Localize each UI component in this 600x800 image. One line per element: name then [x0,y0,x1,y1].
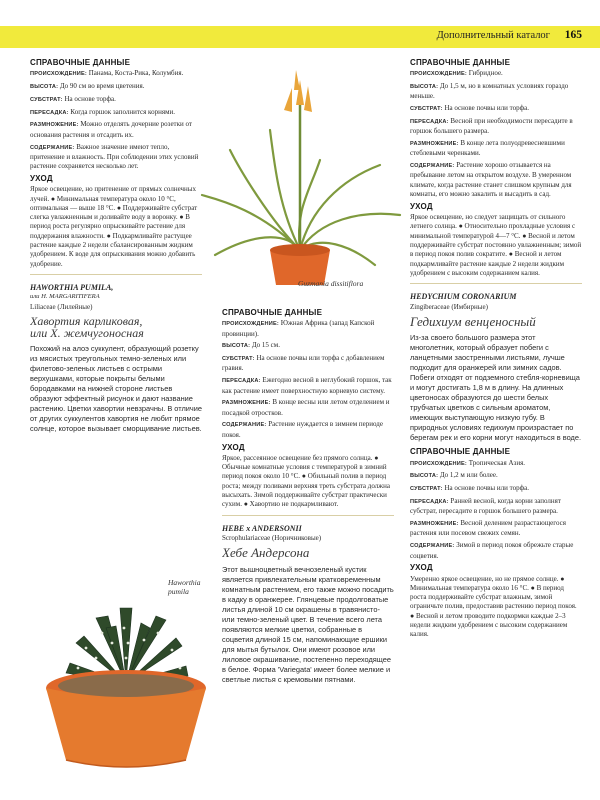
haworthia-caption-text: Haworthia pumila [168,578,201,596]
hebe-care-text: Яркое освещение, но следует защищать от сильного летнего солнца. ● Относительно прохладные условия с минимальной температурой 4—7 °С. ● Весной и летом поддерживайте субстрат постоянно увлажненным; зимой в период покоя полив сократите. ● Весной и летом подкармливайте растение каждые 2 недели жидким удобрением с высоким содержанием калия. [410,213,582,277]
right-column [410,56,582,796]
transplant-label: ПЕРЕСАДКА: [410,118,449,125]
hebe-care-title: УХОД [410,201,433,211]
guzmania-reference-title: СПРАВОЧНЫЕ ДАННЫЕ [30,58,131,67]
hebe-reference-title: СПРАВОЧНЫЕ ДАННЫЕ [410,58,511,67]
propagation-text: Можно отделять дочерние розетки от основания растения и отсадить их. [30,120,192,139]
origin-text: Гибридное. [468,69,503,78]
haworthia-caption [168,578,218,596]
transplant-text: Весной при необходимости пересадите в горшок большего размера. [410,116,573,136]
propagation-label: РАЗМНОЖЕНИЕ: [410,141,459,148]
height-text: До 15 см. [251,341,280,350]
substrate-label: СУБСТРАТ: [30,96,63,103]
propagation-text: В конце лета полуодревесневшими стеблевыми черенками. [410,139,565,158]
keeping-text: Важное значение имеют тепло, притенение и влажность. При соблюдении этих условий растение сохраняется несколько лет. [30,142,199,171]
guzmania-substrate [30,95,202,105]
transplant-text: Когда горшок заполнится корнями. [70,107,175,116]
guzmania-height [30,82,202,92]
hedychium-keeping [410,541,582,561]
guzmania-care-title: УХОД [30,173,53,183]
page-number: 165 [564,29,582,41]
haworthia-plant-image [36,588,216,770]
origin-label: ПРОИСХОЖДЕНИЕ: [222,321,279,328]
propagation-label: РАЗМНОЖЕНИЕ: [30,122,79,129]
aloe-origin [222,319,394,339]
height-label: ВЫСОТА: [410,84,439,91]
hebe-substrate [410,104,582,114]
origin-text: Панама, Коста-Рика, Колумбия. [88,69,184,78]
guzmania-propagation [30,120,202,140]
origin-text: Южная Африка (запад Капской провинции). [222,319,375,338]
aloe-reference-title: СПРАВОЧНЫЕ ДАННЫЕ [222,308,323,317]
hedychium-origin [410,459,582,469]
height-label: ВЫСОТА: [410,473,439,480]
aloe-keeping [222,420,394,440]
hebe-origin [410,69,582,79]
guzmania-origin [30,69,202,79]
transplant-label: ПЕРЕСАДКА: [410,499,449,506]
origin-text: Тропическая Азия. [468,458,526,467]
hedychium-care-text: Умеренно яркое освещение, но не прямое солнце. ● Минимальная температура около 16 °С. ● В период роста поддерживайте субстрат влажным, зимой ограничьте полив, предоставив растению период покоя. ● Весной и летом проводите подкормки каждые 2–3 недели жидким удобрением с высоким содержанием калия. [410,574,577,639]
haworthia-synonym: или H. MARGARITIFERA [30,293,100,301]
aloe-care-title: УХОД [222,442,245,452]
keeping-label: СОДЕРЖАНИЕ: [410,543,455,550]
aloe-propagation [222,398,394,418]
substrate-text: На основе торфа. [64,94,116,103]
keeping-label: СОДЕРЖАНИЕ: [222,422,267,429]
transplant-text: Ежегодно весной в неглубокий горшок, так как растение имеет поверхностную корневую систему. [222,376,392,395]
hedychium-reference-title: СПРАВОЧНЫЕ ДАННЫЕ [410,447,511,457]
hebe-description: Этот вышноцветный вечнозеленый кустик является привлекательным кратковременным комнатным растением, его также можно посадить в кадку в оранжерее. Глянцевые продолговатые листья длиной 10 см окрашены в травянисто- или темно-зеленый цвет. В течение всего лета появляются мелкие цветки, собранные в соцветия длиной 15 см, напоминающие ершики для мытья бутылок. Они имеют розовое или лиловое окрашивание, постепенно переходящее в белое. Форма 'Variegata' имеет более мелкие и светлые листья с кремовыми пятнами. [222,564,394,684]
hebe-keeping [410,161,582,199]
guzmania-keeping [30,143,202,172]
hedychium-russian-name: Гедихиум венценосный [410,313,536,329]
substrate-label: СУБСТРАТ: [222,356,255,363]
keeping-text: Растение хорошо отзывается на пребывание летом на открытом воздухе. В умеренном климате, когда растение станет слишком крупным для комнаты, его можно закалить и высадить в сад. [410,161,572,199]
propagation-label: РАЗМНОЖЕНИЕ: [222,400,271,407]
haworthia-description: Похожий на алоэ суккулент, образующий розетку из мясистых треугольных темно-зеленых или филетово-зеленых листьев с острыми верхушками, которые покрыты белыми бородавками на нижней стороне листьев образуют эффектный рисунок и дают название растению. Цветки хавортии невзрачны. В отличие от других суккулентов хавортия не любит прямое солнце, которое вызывает сморщивание листьев. [30,343,202,433]
aloe-transplant [222,376,394,396]
substrate-label: СУБСТРАТ: [410,486,443,493]
hedychium-substrate [410,484,582,494]
aloe-care-text: Яркое, рассеянное освещение без прямого солнца. ● Обычные комнатные условия с температурой в зимний период покоя около 10 °С. ● Обильный полив в период роста; между поливами верхняя треть субстрата должна высыхать. Зимой поддерживайте субстрат практически сухим. ● Хавортию не подкармливают. [222,453,390,509]
hedychium-propagation [410,519,582,539]
origin-label: ПРОИСХОЖДЕНИЕ: [410,460,467,467]
hebe-height [410,82,582,102]
height-text: До 1,5 м, но в комнатных условиях гораздо меньше. [410,82,569,101]
hebe-propagation [410,139,582,159]
haworthia-russian-name-line2: или Х. жемчугоносная [30,325,144,340]
height-text: До 90 см во время цветения. [59,82,145,91]
middle-column [222,306,394,796]
header-title: Дополнительный каталог [436,30,550,41]
hedychium-scientific-name: HEDYCHIUM CORONARIUM [410,292,517,302]
guzmania-care-text: Яркое освещение, но притенение от прямых солнечных лучей. ● Минимальная температура около 10 °С, оптимальная — выше 18 °С. ● Поддерживайте субстрат слегка увлажненным и доливайте воду в воронку. ● В период роста регулярно опрыскивайте растение для поддержания влажности. ● Подкармливайте растущее растение каждые 2 недели сбалансированным жидким удобрением. К воде для опрыскивания можно добавить удобрение. [30,185,198,268]
transplant-text: Ранней весной, когда корни заполнят субстрат, пересадите в горшок большего размера. [410,497,561,516]
haworthia-scientific-name: HAWORTHIA PUMILA, [30,282,114,292]
aloe-substrate [222,354,394,374]
origin-label: ПРОИСХОЖДЕНИЕ: [410,71,467,78]
section-divider [30,274,202,275]
hedychium-transplant [410,497,582,517]
hedychium-family: Zingiberaceae (Имбирные) [410,302,488,311]
keeping-label: СОДЕРЖАНИЕ: [410,163,455,170]
guzmania-transplant [30,108,202,118]
keeping-text: Зимой в период покоя обрежьте старые соцветия. [410,541,574,560]
height-text: До 1,2 м или более. [439,471,498,480]
section-divider [222,515,394,516]
hebe-russian-name: Хебе Андерсона [222,545,310,561]
guzmania-caption: Guzmania dissitiflora [298,279,364,288]
hebe-transplant [410,117,582,137]
height-label: ВЫСОТА: [30,84,59,91]
haworthia-family: Liliaceae (Лилейные) [30,302,93,311]
haworthia-russian-name [30,315,202,339]
height-label: ВЫСОТА: [222,343,251,350]
propagation-label: РАЗМНОЖЕНИЕ: [410,521,459,528]
keeping-label: СОДЕРЖАНИЕ: [30,144,75,151]
propagation-text: Весной делением разрастающегося растения или посевом свежих семян. [410,519,566,538]
hedychium-description: Из-за своего большого размера этот многолетник, который образует побеги с ланцетными заостренными листьями, лучше подходит для оранжерей или зимних садов. Побеги отходят от подземного стебля-корневища и могут достигать 1,8 м в длину. На длинных цветоносах образуются до шести белых трубчатых цветков с сильным ароматом, имеющих выступающую низкую губу. В природных условиях гедихиум произрастает по берегам рек и его корни могут находиться в воде. [410,333,582,443]
substrate-text: На основе почвы или торфа. [444,484,529,493]
hedychium-height [410,471,582,481]
transplant-label: ПЕРЕСАДКА: [30,109,69,116]
hedychium-care-title: УХОД [410,563,433,573]
origin-label: ПРОИСХОЖДЕНИЕ: [30,71,87,78]
substrate-text: На основе почвы или торфа. [444,104,529,113]
keeping-text: Растение нуждается в зимнем периоде покоя. [222,420,383,439]
propagation-text: В конце весны или летом отделением и посадкой отростков. [222,398,390,417]
hebe-scientific-name: HEBE x ANDERSONII [222,523,302,533]
section-divider [410,283,582,284]
aloe-height [222,341,394,351]
substrate-label: СУБСТРАТ: [410,106,443,113]
guzmania-plant-image [200,60,405,300]
haworthia-russian-name-line1: Хавортия карликовая, [30,313,143,328]
transplant-label: ПЕРЕСАДКА: [222,378,261,385]
substrate-text: На основе почвы или торфа с добавлением гравия. [222,354,385,373]
hebe-family: Scrophulariaceae (Норичниковые) [222,533,322,542]
